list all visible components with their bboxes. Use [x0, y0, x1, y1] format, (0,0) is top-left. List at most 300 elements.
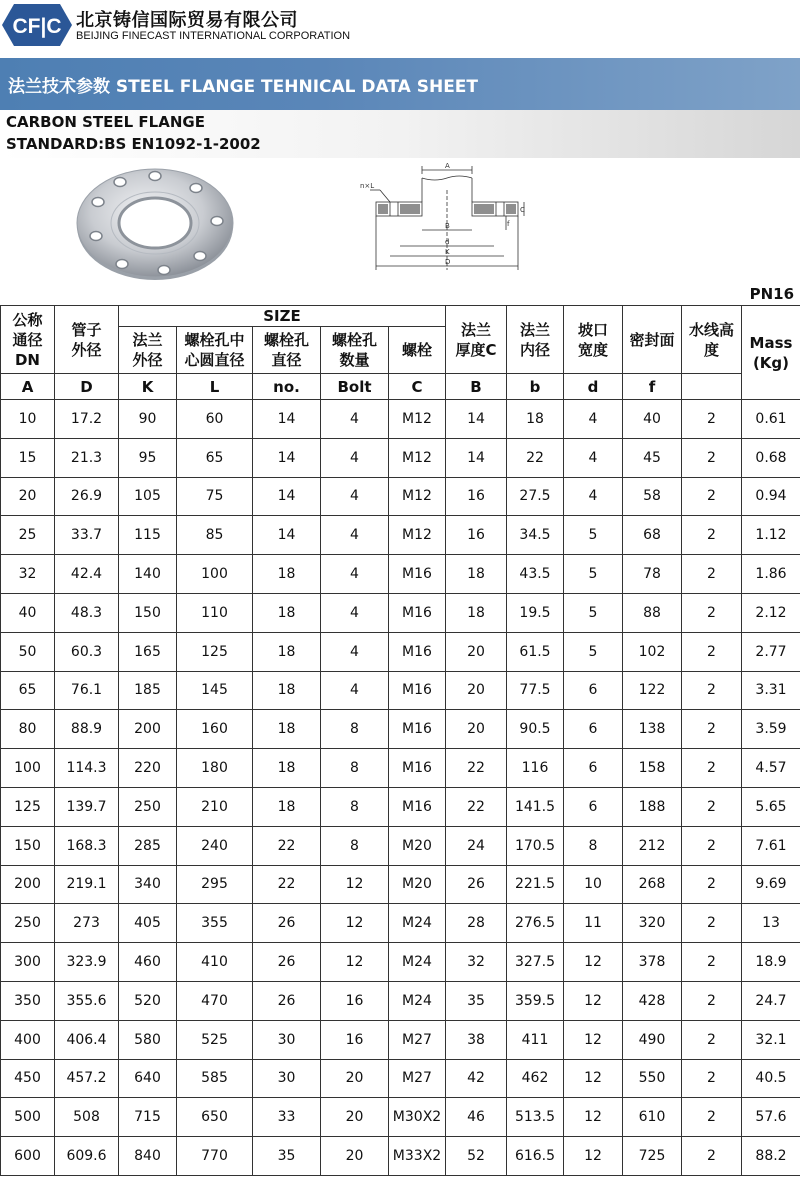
table-cell: 405: [119, 904, 177, 943]
header-line-height: 水线高 度: [682, 306, 742, 374]
table-cell: 18.9: [742, 943, 800, 982]
table-cell: 77.5: [507, 671, 564, 710]
table-cell: 410: [177, 943, 253, 982]
table-cell: 14: [253, 516, 321, 555]
table-cell: 18: [253, 593, 321, 632]
table-cell: 46: [446, 1098, 507, 1137]
drawing-label-k: K: [445, 248, 450, 256]
header-pipe-od: 管子 外径: [55, 306, 119, 374]
table-cell: 400: [1, 1020, 55, 1059]
table-cell: 3.31: [742, 671, 800, 710]
table-cell: M12: [389, 516, 446, 555]
table-cell: 2: [682, 904, 742, 943]
page-title: 法兰技术参数 STEEL FLANGE TEHNICAL DATA SHEET: [8, 77, 479, 97]
table-cell: 212: [623, 826, 682, 865]
table-cell: 18: [507, 400, 564, 439]
table-row: [1, 710, 800, 749]
table-cell: 125: [1, 787, 55, 826]
table-cell: 18: [253, 749, 321, 788]
table-cell: M24: [389, 943, 446, 982]
table-cell: 580: [119, 1020, 177, 1059]
table-cell: 100: [177, 555, 253, 594]
table-cell: 610: [623, 1098, 682, 1137]
table-cell: 60: [177, 400, 253, 439]
table-cell: 14: [446, 400, 507, 439]
symbol-d-outer: D: [55, 374, 119, 400]
table-cell: 61.5: [507, 632, 564, 671]
table-cell: 4: [321, 400, 389, 439]
table-cell: 8: [321, 749, 389, 788]
table-cell: 411: [507, 1020, 564, 1059]
table-cell: 1.86: [742, 555, 800, 594]
table-cell: 457.2: [55, 1059, 119, 1098]
table-cell: 4: [321, 555, 389, 594]
table-row: [1, 943, 800, 982]
table-cell: 20: [446, 710, 507, 749]
table-cell: 725: [623, 1137, 682, 1176]
table-cell: 19.5: [507, 593, 564, 632]
table-cell: 21.3: [55, 438, 119, 477]
table-row: [1, 671, 800, 710]
table-cell: 650: [177, 1098, 253, 1137]
table-cell: 32: [1, 555, 55, 594]
flange-photo: [72, 166, 238, 284]
table-cell: 355.6: [55, 981, 119, 1020]
table-cell: 30: [253, 1059, 321, 1098]
table-cell: 33: [253, 1098, 321, 1137]
table-cell: 8: [321, 787, 389, 826]
symbol-d-lower: d: [564, 374, 623, 400]
table-cell: 350: [1, 981, 55, 1020]
table-cell: M16: [389, 671, 446, 710]
table-cell: 20: [321, 1059, 389, 1098]
table-cell: 16: [321, 1020, 389, 1059]
table-cell: 102: [623, 632, 682, 671]
table-cell: 12: [321, 943, 389, 982]
table-cell: 180: [177, 749, 253, 788]
table-cell: 122: [623, 671, 682, 710]
table-row: [1, 981, 800, 1020]
table-cell: 40: [1, 593, 55, 632]
table-cell: 4: [564, 400, 623, 439]
symbol-l: L: [177, 374, 253, 400]
table-cell: 240: [177, 826, 253, 865]
table-row: [1, 438, 800, 477]
table-cell: 158: [623, 749, 682, 788]
header-inner-dia: 法兰 内径: [507, 306, 564, 374]
table-cell: 2: [682, 632, 742, 671]
table-cell: 14: [253, 477, 321, 516]
header-mass: Mass (Kg): [742, 306, 800, 400]
table-cell: 11: [564, 904, 623, 943]
table-cell: 33.7: [55, 516, 119, 555]
table-cell: 295: [177, 865, 253, 904]
table-row: [1, 749, 800, 788]
table-cell: 40.5: [742, 1059, 800, 1098]
table-cell: 406.4: [55, 1020, 119, 1059]
table-cell: 68: [623, 516, 682, 555]
table-cell: 88.2: [742, 1137, 800, 1176]
drawing-label-nl: n×L: [360, 182, 375, 190]
table-cell: 285: [119, 826, 177, 865]
symbol-f: f: [623, 374, 682, 400]
table-cell: 200: [1, 865, 55, 904]
table-cell: 141.5: [507, 787, 564, 826]
table-cell: 85: [177, 516, 253, 555]
drawing-label-a: A: [445, 162, 450, 170]
table-cell: 60.3: [55, 632, 119, 671]
table-cell: 12: [564, 981, 623, 1020]
table-cell: 138: [623, 710, 682, 749]
table-row: [1, 904, 800, 943]
table-cell: 276.5: [507, 904, 564, 943]
table-cell: 14: [446, 438, 507, 477]
header-size-group: SIZE: [119, 306, 446, 327]
table-cell: 188: [623, 787, 682, 826]
table-cell: 1.12: [742, 516, 800, 555]
table-cell: 220: [119, 749, 177, 788]
table-cell: 840: [119, 1137, 177, 1176]
table-cell: 18: [253, 632, 321, 671]
table-cell: 300: [1, 943, 55, 982]
table-cell: 0.61: [742, 400, 800, 439]
table-cell: 2.77: [742, 632, 800, 671]
table-cell: 3.59: [742, 710, 800, 749]
table-cell: M16: [389, 749, 446, 788]
table-cell: 40: [623, 400, 682, 439]
table-cell: 100: [1, 749, 55, 788]
table-cell: 22: [507, 438, 564, 477]
title-bar: [0, 58, 800, 110]
table-cell: 105: [119, 477, 177, 516]
table-cell: 45: [623, 438, 682, 477]
table-cell: 2: [682, 943, 742, 982]
table-cell: 26: [253, 981, 321, 1020]
table-cell: 26: [253, 904, 321, 943]
table-cell: 6: [564, 671, 623, 710]
table-cell: 609.6: [55, 1137, 119, 1176]
table-cell: 428: [623, 981, 682, 1020]
header-hole-qty: 螺栓孔 数量: [321, 327, 389, 374]
symbol-a: A: [1, 374, 55, 400]
cfic-logo: [2, 2, 72, 48]
pressure-class-label: PN16: [749, 285, 794, 303]
table-row: [1, 1059, 800, 1098]
table-cell: 4.57: [742, 749, 800, 788]
table-cell: M16: [389, 555, 446, 594]
table-cell: 42: [446, 1059, 507, 1098]
table-cell: 250: [1, 904, 55, 943]
table-cell: 14: [253, 438, 321, 477]
table-cell: M24: [389, 904, 446, 943]
flange-cross-section-drawing: [360, 160, 530, 278]
table-cell: 250: [119, 787, 177, 826]
table-cell: 8: [321, 826, 389, 865]
table-cell: 26.9: [55, 477, 119, 516]
header-bolt-circle: 螺栓孔中 心圆直径: [177, 327, 253, 374]
table-cell: 28: [446, 904, 507, 943]
table-cell: 4: [321, 477, 389, 516]
table-cell: M16: [389, 787, 446, 826]
table-cell: 116: [507, 749, 564, 788]
table-cell: 170.5: [507, 826, 564, 865]
table-cell: 0.68: [742, 438, 800, 477]
table-cell: M20: [389, 865, 446, 904]
table-cell: 90: [119, 400, 177, 439]
drawing-label-f: f: [507, 220, 510, 228]
table-cell: 10: [564, 865, 623, 904]
table-cell: 145: [177, 671, 253, 710]
table-cell: 200: [119, 710, 177, 749]
table-cell: 12: [321, 865, 389, 904]
table-cell: 5: [564, 632, 623, 671]
table-cell: 5: [564, 555, 623, 594]
table-cell: 12: [564, 1059, 623, 1098]
table-cell: 38: [446, 1020, 507, 1059]
table-cell: 80: [1, 710, 55, 749]
table-cell: 520: [119, 981, 177, 1020]
table-cell: 460: [119, 943, 177, 982]
table-cell: 15: [1, 438, 55, 477]
table-cell: 378: [623, 943, 682, 982]
subtitle-bar: [0, 110, 800, 158]
table-cell: 0.94: [742, 477, 800, 516]
table-cell: 115: [119, 516, 177, 555]
table-cell: 58: [623, 477, 682, 516]
table-cell: 14: [253, 400, 321, 439]
table-row: [1, 477, 800, 516]
table-cell: 22: [446, 749, 507, 788]
table-row: [1, 593, 800, 632]
svg-text:CF|C: CF|C: [12, 15, 62, 38]
table-cell: 513.5: [507, 1098, 564, 1137]
table-cell: 95: [119, 438, 177, 477]
table-cell: 27.5: [507, 477, 564, 516]
table-cell: 2: [682, 865, 742, 904]
table-cell: M16: [389, 593, 446, 632]
table-cell: 320: [623, 904, 682, 943]
company-name-en: BEIJING FINECAST INTERNATIONAL CORPORATION: [76, 30, 351, 42]
table-row: [1, 1137, 800, 1176]
table-cell: 273: [55, 904, 119, 943]
header-flange-od: 法兰 外径: [119, 327, 177, 374]
table-cell: 6: [564, 710, 623, 749]
table-row: [1, 1098, 800, 1137]
flange-data-table: [0, 305, 800, 1176]
drawing-label-c: C: [520, 206, 525, 214]
product-name: CARBON STEEL FLANGE: [6, 113, 205, 131]
table-cell: 168.3: [55, 826, 119, 865]
table-cell: 18: [253, 787, 321, 826]
table-cell: 18: [253, 555, 321, 594]
header-seal-face: 密封面: [623, 306, 682, 374]
table-cell: M12: [389, 438, 446, 477]
table-cell: 65: [177, 438, 253, 477]
table-cell: 26: [446, 865, 507, 904]
table-cell: 462: [507, 1059, 564, 1098]
table-cell: 6: [564, 787, 623, 826]
table-cell: 22: [446, 787, 507, 826]
table-cell: 57.6: [742, 1098, 800, 1137]
table-cell: 10: [1, 400, 55, 439]
table-cell: 32.1: [742, 1020, 800, 1059]
table-cell: 210: [177, 787, 253, 826]
header-bolt: 螺栓: [389, 327, 446, 374]
table-cell: 2: [682, 477, 742, 516]
symbol-b-lower: b: [507, 374, 564, 400]
table-cell: 4: [321, 671, 389, 710]
table-cell: M30X2: [389, 1098, 446, 1137]
table-cell: 20: [321, 1137, 389, 1176]
table-cell: 24: [446, 826, 507, 865]
table-cell: 5: [564, 516, 623, 555]
table-cell: 185: [119, 671, 177, 710]
table-cell: 20: [1, 477, 55, 516]
table-cell: 52: [446, 1137, 507, 1176]
table-cell: 24.7: [742, 981, 800, 1020]
table-cell: 2: [682, 1137, 742, 1176]
header-thickness: 法兰 厚度C: [446, 306, 507, 374]
table-row: [1, 826, 800, 865]
table-cell: 18: [446, 555, 507, 594]
table-cell: 221.5: [507, 865, 564, 904]
table-cell: 2: [682, 787, 742, 826]
table-cell: 12: [564, 1137, 623, 1176]
table-cell: 4: [564, 438, 623, 477]
table-cell: 42.4: [55, 555, 119, 594]
table-cell: 8: [321, 710, 389, 749]
table-cell: 75: [177, 477, 253, 516]
table-cell: 12: [564, 1020, 623, 1059]
table-cell: 500: [1, 1098, 55, 1137]
table-cell: 4: [321, 516, 389, 555]
table-cell: 9.69: [742, 865, 800, 904]
table-cell: 4: [564, 477, 623, 516]
table-cell: 13: [742, 904, 800, 943]
table-cell: 12: [564, 943, 623, 982]
table-cell: 616.5: [507, 1137, 564, 1176]
table-row: [1, 787, 800, 826]
table-cell: M33X2: [389, 1137, 446, 1176]
table-cell: 2: [682, 671, 742, 710]
table-cell: 323.9: [55, 943, 119, 982]
table-cell: 17.2: [55, 400, 119, 439]
table-cell: 2: [682, 749, 742, 788]
table-cell: 150: [119, 593, 177, 632]
table-cell: 268: [623, 865, 682, 904]
page-header: [0, 0, 800, 52]
table-cell: 2: [682, 1098, 742, 1137]
table-cell: M12: [389, 477, 446, 516]
table-cell: 2: [682, 1059, 742, 1098]
table-cell: 508: [55, 1098, 119, 1137]
table-cell: 2: [682, 555, 742, 594]
symbol-c: C: [389, 374, 446, 400]
standard-label: STANDARD:BS EN1092-1-2002: [6, 135, 261, 153]
table-cell: M20: [389, 826, 446, 865]
table-cell: M27: [389, 1059, 446, 1098]
table-cell: 50: [1, 632, 55, 671]
header-hole-dia: 螺栓孔 直径: [253, 327, 321, 374]
table-cell: 90.5: [507, 710, 564, 749]
table-cell: 5: [564, 593, 623, 632]
table-cell: 600: [1, 1137, 55, 1176]
table-cell: 359.5: [507, 981, 564, 1020]
table-cell: 715: [119, 1098, 177, 1137]
table-row: [1, 1020, 800, 1059]
table-cell: 25: [1, 516, 55, 555]
table-cell: M16: [389, 710, 446, 749]
table-cell: 35: [446, 981, 507, 1020]
table-row: [1, 865, 800, 904]
table-cell: 30: [253, 1020, 321, 1059]
table-cell: 4: [321, 438, 389, 477]
table-cell: M27: [389, 1020, 446, 1059]
table-cell: 18: [253, 671, 321, 710]
table-cell: 4: [321, 593, 389, 632]
table-row: [1, 632, 800, 671]
table-cell: 5.65: [742, 787, 800, 826]
table-cell: 139.7: [55, 787, 119, 826]
table-cell: 2: [682, 981, 742, 1020]
table-cell: 18: [253, 710, 321, 749]
drawing-label-d: d: [445, 238, 450, 246]
table-cell: 20: [321, 1098, 389, 1137]
table-cell: 20: [446, 632, 507, 671]
table-cell: 78: [623, 555, 682, 594]
table-cell: 2: [682, 710, 742, 749]
drawing-label-b: B: [445, 222, 450, 230]
table-cell: 219.1: [55, 865, 119, 904]
table-cell: 340: [119, 865, 177, 904]
table-cell: M12: [389, 400, 446, 439]
table-cell: 16: [321, 981, 389, 1020]
symbol-k: K: [119, 374, 177, 400]
table-cell: 2: [682, 400, 742, 439]
table-row: [1, 400, 800, 439]
table-cell: 110: [177, 593, 253, 632]
table-cell: 12: [321, 904, 389, 943]
table-cell: 26: [253, 943, 321, 982]
table-cell: 114.3: [55, 749, 119, 788]
table-cell: 48.3: [55, 593, 119, 632]
table-cell: 2: [682, 593, 742, 632]
table-cell: 490: [623, 1020, 682, 1059]
table-cell: 640: [119, 1059, 177, 1098]
table-row: [1, 516, 800, 555]
table-cell: 2: [682, 826, 742, 865]
table-cell: 2: [682, 438, 742, 477]
table-cell: 34.5: [507, 516, 564, 555]
table-cell: 6: [564, 749, 623, 788]
table-cell: 7.61: [742, 826, 800, 865]
table-cell: 22: [253, 826, 321, 865]
table-cell: 20: [446, 671, 507, 710]
table-cell: 125: [177, 632, 253, 671]
table-cell: 470: [177, 981, 253, 1020]
table-cell: 2: [682, 516, 742, 555]
table-cell: 12: [564, 1098, 623, 1137]
table-cell: 140: [119, 555, 177, 594]
table-cell: 770: [177, 1137, 253, 1176]
table-cell: 43.5: [507, 555, 564, 594]
symbol-no: no.: [253, 374, 321, 400]
table-cell: 8: [564, 826, 623, 865]
table-cell: 550: [623, 1059, 682, 1098]
table-cell: M16: [389, 632, 446, 671]
table-row: [1, 555, 800, 594]
company-name-cn: 北京铸信国际贸易有限公司: [76, 10, 298, 31]
